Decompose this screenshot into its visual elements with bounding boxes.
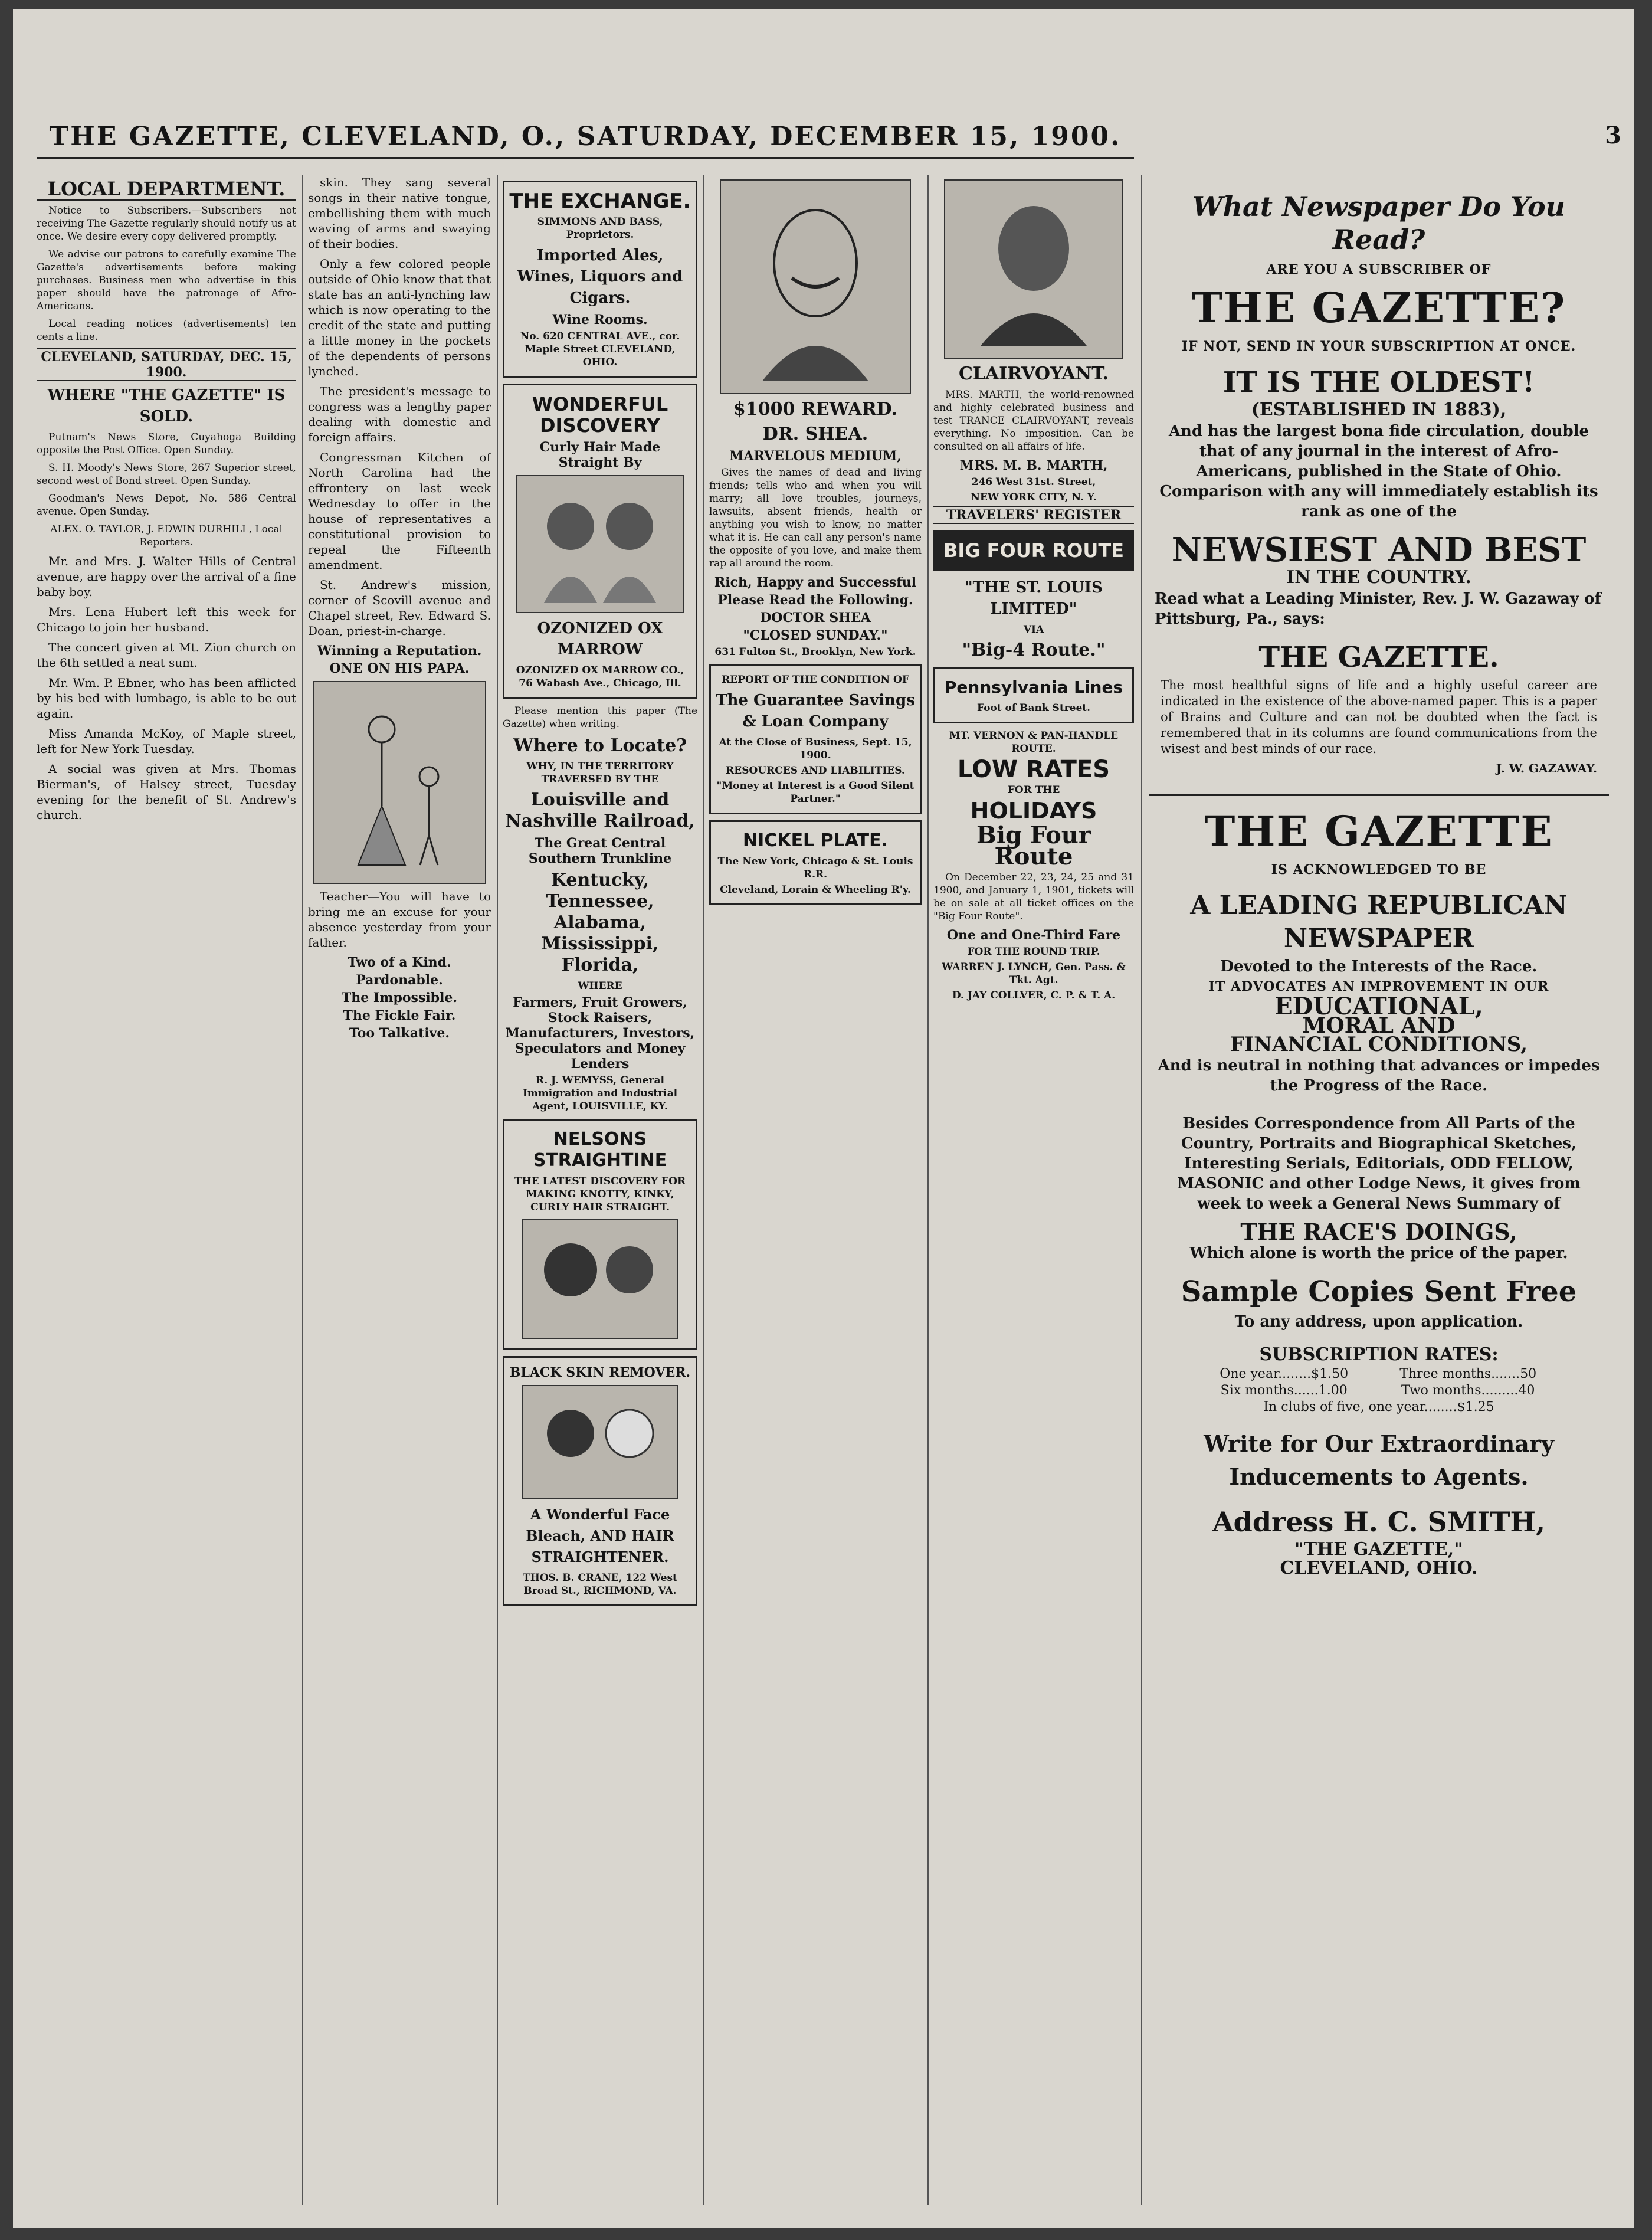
minister-line: Read what a Leading Minister, Rev. J. W. Gazaway of Pittsburg, Pa., says: bbox=[1155, 590, 1601, 628]
resources-heading: RESOURCES AND LIABILITIES. bbox=[726, 765, 905, 777]
shea-address: 631 Fulton St., Brooklyn, New York. bbox=[714, 646, 916, 658]
ox-marrow-title: OZONIZED OX MARROW bbox=[537, 620, 663, 659]
sold-location: Putnam's News Store, Cuyahoga Building opposite the Post Office. Open Sunday. bbox=[37, 431, 296, 456]
worth-line: Which alone is worth the price of the paper. bbox=[1189, 1245, 1568, 1262]
column-rule bbox=[1141, 175, 1142, 2205]
face-bleach-ad bbox=[503, 1356, 697, 1606]
lynch-agent: WARREN J. LYNCH, Gen. Pass. & Tkt. Agt. bbox=[942, 961, 1126, 986]
shea-text: Gives the names of dead and living friends; tells who and when you will marry; all love troubles, journeys, lawsuits, absent friends, health or anything you wish to know, no matter what it is. He can call any person's name the opposite of you love, and make them rap all around the room. bbox=[709, 467, 922, 569]
travelers-register: TRAVELERS' REGISTER bbox=[933, 506, 1134, 524]
black-skin-title: BLACK SKIN REMOVER. bbox=[509, 1365, 691, 1380]
ox-marrow-ad bbox=[503, 384, 697, 699]
promo-question: What Newspaper Do You Read? bbox=[1192, 191, 1566, 256]
column-rule bbox=[703, 175, 704, 2205]
farmers-list: Farmers, Fruit Growers, Stock Raisers, Manufacturers, Investors, Speculators and Money Lenders bbox=[505, 995, 695, 1072]
round-trip: FOR THE ROUND TRIP. bbox=[967, 946, 1100, 958]
straightine-subtitle: THE LATEST DISCOVERY FOR MAKING KNOTTY, KINKY, CURLY HAIR STRAIGHT. bbox=[514, 1175, 686, 1213]
neutral-line: And is neutral in nothing that advances or impedes the Progress of the Race. bbox=[1158, 1057, 1600, 1095]
cleveland-line: CLEVELAND, OHIO. bbox=[1280, 1558, 1478, 1579]
sold-heading: WHERE "THE GAZETTE" IS SOLD. bbox=[47, 387, 286, 425]
big-four-route-2: Big Four Route bbox=[976, 821, 1091, 870]
page-number: 3 bbox=[1605, 122, 1621, 149]
cartoon-illustration bbox=[313, 681, 486, 884]
exchange-proprietors: SIMMONS AND BASS, Proprietors. bbox=[537, 216, 663, 241]
news-item: Mr. Wm. P. Ebner, who has been afflicted by his bed with lumbago, is able to be out again. bbox=[37, 676, 296, 721]
subscription-rates-table bbox=[1195, 1366, 1563, 1416]
rate-one-year: One year........$1.50 bbox=[1220, 1367, 1349, 1381]
crane-address: THOS. B. CRANE, 122 West Broad St., RICHMOND, VA. bbox=[523, 1572, 677, 1597]
money-quote: "Money at Interest is a Good Silent Partner." bbox=[716, 780, 914, 805]
news-item: St. Andrew's mission, corner of Scovill avenue and Chapel street, Rev. Edward S. Doan, priest-in-charge. bbox=[308, 578, 491, 638]
reward-heading: $1000 REWARD. bbox=[733, 399, 897, 420]
news-item: skin. They sang several songs in their native tongue, embellishing them with much waving of arms and swaying of their bodies. bbox=[308, 175, 491, 251]
subscriber-line: ARE YOU A SUBSCRIBER OF bbox=[1266, 262, 1492, 277]
family-illustration-icon bbox=[340, 694, 458, 871]
clairvoyant-text: MRS. MARTH, the world-renowned and highly celebrated business and test TRANCE CLAIRVOYANT, reveals everything. No imposition. Can be consulted on all affairs of life. bbox=[933, 389, 1134, 453]
gazette-title-3: THE GAZETTE bbox=[1149, 794, 1609, 855]
reporters: ALEX. O. TAYLOR, J. EDWIN DURHILL, Local Reporters. bbox=[50, 523, 283, 548]
rate-clubs: In clubs of five, one year........$1.25 bbox=[1263, 1400, 1494, 1414]
sold-location: Goodman's News Depot, No. 586 Central avenue. Open Sunday. bbox=[37, 493, 296, 518]
news-item: Only a few colored people outside of Ohio know that that state has an anti-lynching law which is now operating to the credit of the state and putting a little money in the pockets of the dependents of persons lynched. bbox=[308, 257, 491, 378]
colver-agent: D. JAY COLLVER, C. P. & T. A. bbox=[952, 990, 1116, 1001]
newsiest-line: NEWSIEST AND BEST bbox=[1171, 530, 1587, 569]
clairvoyant-heading: CLAIRVOYANT. bbox=[958, 363, 1109, 384]
exchange-ad bbox=[503, 181, 697, 378]
poem-title: Winning a Reputation. bbox=[317, 643, 482, 659]
news-item: Mrs. Lena Hubert left this week for Chicago to join her husband. bbox=[37, 605, 296, 634]
circulation-text: And has the largest bona fide circulation, double that of any journal in the interest of Afro-Americans, published in the State of Ohio. Comparison with any will immediately establish its rank as one of the bbox=[1159, 423, 1598, 520]
local-notice-text: Local reading notices (advertisements) ten cents a line. bbox=[37, 318, 296, 343]
gazette-title-1: THE GAZETTE? bbox=[1191, 283, 1566, 332]
to-any-line: To any address, upon application. bbox=[1234, 1313, 1523, 1331]
locate-subtitle: WHY, IN THE TERRITORY TRAVERSED BY THE bbox=[526, 761, 674, 785]
two-women-portrait-icon bbox=[535, 485, 665, 603]
rate-three-months: Three months.......50 bbox=[1399, 1367, 1537, 1381]
news-item: Congressman Kitchen of North Carolina had the effrontery on last week Wednesday to offer in the house of representatives a constitutional provision to repeal the Fifteenth amendment. bbox=[308, 450, 491, 572]
column-local-department bbox=[37, 175, 296, 2205]
subscription-rates-heading: SUBSCRIPTION RATES: bbox=[1259, 1344, 1499, 1365]
write-line: Write for Our Extraordinary Inducements to Agents. bbox=[1204, 1430, 1554, 1490]
column-rule bbox=[927, 175, 929, 2205]
moral-line: MORAL AND bbox=[1302, 1013, 1456, 1038]
joke-title: Too Talkative. bbox=[349, 1026, 450, 1041]
the-gazette-line: "THE GAZETTE," bbox=[1294, 1539, 1463, 1560]
gazaway-signature: J. W. GAZAWAY. bbox=[1496, 761, 1597, 775]
news-item: Mr. and Mrs. J. Walter Hills of Central avenue, are happy over the arrival of a fine baby boy. bbox=[37, 554, 296, 599]
doctor-heading: DOCTOR SHEA bbox=[760, 610, 871, 626]
railroad-subtitle: The Great Central Southern Trunkline bbox=[528, 836, 672, 866]
column-rule bbox=[497, 175, 498, 2205]
gazaway-quote: The most healthful signs of life and a highly useful career are indicated in the existence of the above-named paper. This is a paper of Brains and Culture and can not be doubted when the fact is remembered that in its columns are found communications from the wisest and best minds of our race. bbox=[1161, 678, 1597, 756]
marth-name: MRS. M. B. MARTH, bbox=[959, 458, 1108, 473]
column-advertisements-1 bbox=[503, 175, 697, 2205]
column-rule bbox=[302, 175, 303, 2205]
clairvoyant-portrait bbox=[944, 179, 1123, 359]
dateline: CLEVELAND, SATURDAY, DEC. 15, 1900. bbox=[37, 348, 296, 381]
advocates-line: IT ADVOCATES AN IMPROVEMENT IN OUR bbox=[1208, 979, 1549, 994]
medium-subtitle: MARVELOUS MEDIUM, bbox=[729, 448, 902, 464]
big-four-banner bbox=[933, 530, 1134, 571]
portrait-illustration bbox=[516, 475, 684, 613]
straightine-title: NELSONS STRAIGHTINE bbox=[533, 1129, 667, 1171]
closed-sunday: "CLOSED SUNDAY." bbox=[743, 628, 888, 643]
nickel-plate-ad bbox=[709, 820, 922, 905]
mention-note: Please mention this paper (The Gazette) when writing. bbox=[503, 705, 697, 730]
nickel-plate-subtitle: The New York, Chicago & St. Louis R.R. bbox=[717, 856, 913, 880]
joke-title: The Impossible. bbox=[341, 990, 458, 1006]
gazette-title-2: THE GAZETTE. bbox=[1258, 641, 1499, 674]
report-date: At the Close of Business, Sept. 15, 1900. bbox=[719, 736, 912, 761]
joke-title: The Fickle Fair. bbox=[343, 1008, 456, 1023]
mt-vernon-heading: MT. VERNON & PAN-HANDLE ROUTE. bbox=[949, 730, 1119, 755]
locate-title: Where to Locate? bbox=[513, 735, 687, 756]
exchange-title: THE EXCHANGE. bbox=[509, 189, 691, 213]
pennsylvania-lines-ad bbox=[933, 667, 1134, 723]
wonder-subtitle: Curly Hair Made Straight By bbox=[539, 440, 661, 470]
shea-name: DR. SHEA. bbox=[762, 424, 868, 444]
column-news bbox=[308, 175, 491, 2205]
republican-line: A LEADING REPUBLICAN NEWSPAPER bbox=[1190, 890, 1568, 954]
educational-line: EDUCATIONAL, bbox=[1274, 993, 1483, 1020]
big4-route: "Big-4 Route." bbox=[962, 640, 1106, 660]
local-heading: LOCAL DEPARTMENT. bbox=[37, 178, 296, 201]
immigration-agent: R. J. WEMYSS, General Immigration and Industrial Agent, LOUISVILLE, KY. bbox=[522, 1075, 678, 1112]
exchange-rooms: Wine Rooms. bbox=[552, 312, 648, 328]
if-not-line: IF NOT, SEND IN YOUR SUBSCRIPTION AT ONCE. bbox=[1181, 339, 1576, 354]
penn-subtitle: Foot of Bank Street. bbox=[976, 702, 1091, 714]
report-title: REPORT OF THE CONDITION OF bbox=[722, 674, 909, 686]
straightine-ad bbox=[503, 1119, 697, 1350]
man-portrait-icon bbox=[745, 192, 886, 381]
nickel-plate-title: NICKEL PLATE. bbox=[743, 830, 888, 851]
holidays: HOLIDAYS bbox=[970, 798, 1097, 824]
holiday-text: On December 22, 23, 24, 25 and 31 1900, and January 1, 1901, tickets will be on sale at all ticket offices on the "Big Four Route". bbox=[933, 872, 1134, 922]
rate-two-months: Two months.........40 bbox=[1401, 1383, 1535, 1398]
company-name: The Guarantee Savings & Loan Company bbox=[716, 692, 915, 731]
before-after-portrait-icon bbox=[535, 1226, 665, 1332]
joke-title: Two of a Kind. bbox=[348, 955, 451, 970]
advice-text: We advise our patrons to carefully examine The Gazette's advertisements before making purchases. Business men who advertise in this paper should have the patronage of Afro-Americans. bbox=[37, 248, 296, 312]
devoted-line: Devoted to the Interests of the Race. bbox=[1220, 958, 1538, 975]
financial-line: FINANCIAL CONDITIONS, bbox=[1230, 1033, 1528, 1056]
address-line: Address H. C. SMITH, bbox=[1212, 1506, 1546, 1538]
states-list: Kentucky, Tennessee, Alabama, Mississippi, Florida, bbox=[541, 870, 659, 975]
exchange-address: No. 620 CENTRAL AVE., cor. Maple Street CLEVELAND, OHIO. bbox=[520, 330, 680, 368]
races-doings: THE RACE'S DOINGS, bbox=[1240, 1219, 1517, 1245]
news-item: The concert given at Mt. Zion church on the 6th settled a neat sum. bbox=[37, 640, 296, 670]
sold-location: S. H. Moody's News Store, 267 Superior street, second west of Bond street. Open Sunday. bbox=[37, 462, 296, 487]
cartoon-title: ONE ON HIS PAPA. bbox=[329, 661, 470, 676]
for-the: FOR THE bbox=[1007, 784, 1060, 796]
wonder-title: WONDERFUL DISCOVERY bbox=[532, 393, 668, 437]
marth-address: 246 West 31st. Street, bbox=[971, 476, 1096, 488]
column-advertisements-3 bbox=[933, 175, 1134, 2205]
newspaper-page bbox=[13, 9, 1634, 2228]
acknowledged-line: IS ACKNOWLEDGED TO BE bbox=[1271, 862, 1487, 877]
one-third-fare: One and One-Third Fare bbox=[946, 928, 1121, 943]
column-advertisements-2 bbox=[709, 175, 922, 2205]
penn-title: Pennsylvania Lines bbox=[944, 677, 1123, 697]
where-word: WHERE bbox=[578, 980, 622, 992]
joke-title: Pardonable. bbox=[356, 972, 443, 988]
big-four-title: BIG FOUR ROUTE bbox=[943, 539, 1125, 562]
bleach-title: A Wonderful Face Bleach, AND HAIR STRAIGHTENER. bbox=[526, 1506, 674, 1566]
exchange-goods: Imported Ales, Wines, Liquors and Cigars. bbox=[517, 247, 683, 307]
country-line: IN THE COUNTRY. bbox=[1286, 567, 1471, 588]
column-gazette-promo bbox=[1149, 175, 1609, 2205]
marth-city: NEW YORK CITY, N. Y. bbox=[971, 492, 1097, 503]
rich-heading: Rich, Happy and Successful bbox=[714, 575, 917, 590]
read-heading: Please Read the Following. bbox=[717, 592, 913, 608]
joke-text: Teacher—You will have to bring me an excuse for your absence yesterday from your father. bbox=[308, 889, 491, 949]
lorain-wheeling-title: Cleveland, Lorain & Wheeling R'y. bbox=[720, 884, 911, 896]
notice-text: Notice to Subscribers.—Subscribers not receiving The Gazette regularly should notify us at once. We desire every copy delivered promptly. bbox=[37, 205, 296, 243]
masthead: THE GAZETTE, CLEVELAND, O., SATURDAY, DECEMBER 15, 1900. bbox=[37, 122, 1134, 159]
bleach-illustration bbox=[522, 1385, 678, 1499]
dr-shea-portrait bbox=[720, 179, 911, 394]
before-after-illustration bbox=[522, 1219, 678, 1339]
established-line: (ESTABLISHED IN 1883), bbox=[1251, 399, 1507, 420]
woman-portrait-icon bbox=[969, 192, 1099, 346]
st-louis-limited: "THE ST. LOUIS LIMITED" bbox=[965, 579, 1103, 618]
news-item: Miss Amanda McKoy, of Maple street, left for New York Tuesday. bbox=[37, 726, 296, 756]
via-word: VIA bbox=[1023, 624, 1044, 636]
rate-six-months: Six months......1.00 bbox=[1220, 1383, 1348, 1398]
oldest-line: IT IS THE OLDEST! bbox=[1222, 366, 1535, 399]
guarantee-savings-report bbox=[709, 664, 922, 814]
before-after-face-icon bbox=[535, 1392, 665, 1492]
railroad-title: Louisville and Nashville Railroad, bbox=[505, 790, 695, 831]
correspondence-text: Besides Correspondence from All Parts of the Country, Portraits and Biographical Sketches, Interesting Serials, Editorials, ODD FELLOW, MASONIC and other Lodge News, it gives from week to week a General News Summary of bbox=[1177, 1115, 1581, 1213]
ox-marrow-address: OZONIZED OX MARROW CO., 76 Wabash Ave., Chicago, Ill. bbox=[516, 664, 684, 689]
news-item: A social was given at Mrs. Thomas Bierman's, of Halsey street, Tuesday evening for the benefit of St. Andrew's church. bbox=[37, 762, 296, 822]
samples-line: Sample Copies Sent Free bbox=[1181, 1275, 1577, 1308]
low-rates: LOW RATES bbox=[957, 756, 1110, 783]
news-item: The president's message to congress was a lengthy paper dealing with domestic and foreign affairs. bbox=[308, 384, 491, 444]
